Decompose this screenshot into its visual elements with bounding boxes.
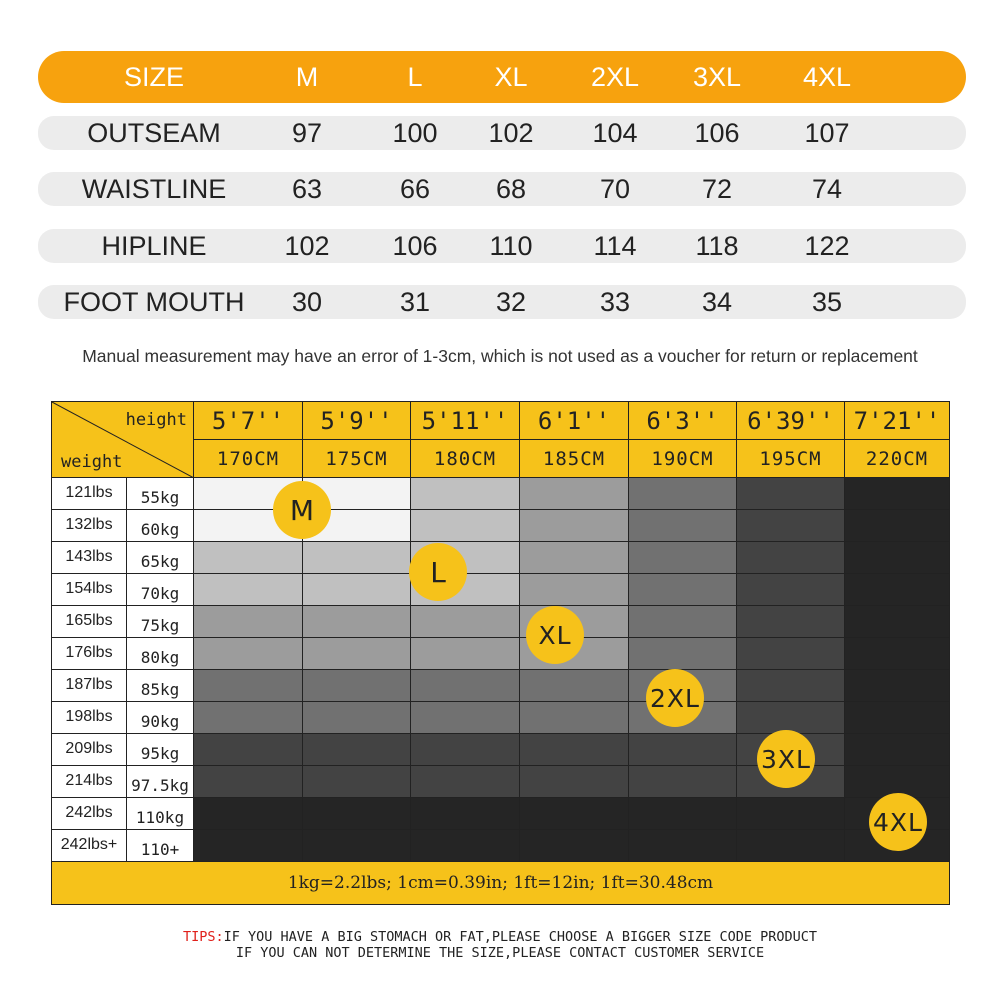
size-band-cell [845,542,949,574]
row-value: 97 [291,117,323,148]
row-value: 118 [695,230,739,261]
size-band-cell [737,606,845,638]
row-value: 63 [291,173,323,204]
size-band-cell [520,478,629,510]
weight-lbs-label: 198lbs [52,702,127,734]
weight-lbs-label: 176lbs [52,638,127,670]
row-value: 32 [495,286,527,317]
height-ft-label: 5'7'' [194,402,302,440]
size-header-xl: XL [494,61,528,92]
size-band-cell [845,510,949,542]
weight-kg-label: 110kg [127,798,194,830]
size-band-cell [629,606,737,638]
size-band-cell [520,702,629,734]
size-header-m: M [295,61,319,92]
size-band-cell [194,574,303,606]
height-column-header [845,402,949,478]
size-badge-l: L [409,543,467,601]
row-value: 70 [599,173,631,204]
size-band-cell [520,798,629,830]
height-cm-label: 185CM [542,448,606,470]
height-cm-label: 175CM [325,448,388,470]
row-label: WAISTLINE [81,173,227,204]
size-band-cell [629,574,737,606]
size-badge-2xl: 2XL [646,669,704,727]
size-band-cell [194,638,303,670]
size-band-cell [845,638,949,670]
weight-lbs-label: 209lbs [52,734,127,766]
weight-kg-label: 75kg [127,606,194,638]
size-row-hipline [38,229,966,263]
row-value: 100 [392,117,438,148]
weight-lbs-label: 242lbs [52,798,127,830]
size-band-cell [520,670,629,702]
size-band-cell [303,734,411,766]
weight-lbs-label: 165lbs [52,606,127,638]
size-band-cell [411,798,520,830]
size-band-cell [520,574,629,606]
size-badge-4xl: 4XL [869,793,927,851]
row-value: 34 [701,286,733,317]
size-band-cell [737,638,845,670]
height-cm-label: 190CM [651,448,714,470]
height-ft-label: 7'21'' [845,402,949,440]
tips-line-1 [0,929,1000,945]
size-band-cell [845,606,949,638]
height-cm-label: 170CM [216,448,280,470]
size-band-cell [629,542,737,574]
row-value: 114 [593,230,637,261]
height-column-header [194,402,303,478]
height-column-header [303,402,411,478]
row-value: 104 [592,117,638,148]
row-label: OUTSEAM [87,117,221,148]
size-band-cell [303,606,411,638]
size-band-cell [737,702,845,734]
row-value: 106 [694,117,740,148]
weight-kg-label: 80kg [127,638,194,670]
size-band-cell [194,798,303,830]
size-band-cell [629,478,737,510]
tips-text-1: IF YOU HAVE A BIG STOMACH OR FAT,PLEASE CHOOSE A BIGGER SIZE CODE PRODUCT [223,929,817,945]
row-value: 110 [489,230,533,261]
size-band-cell [411,510,520,542]
size-header-l: L [407,61,423,92]
size-badge-xl: XL [526,606,584,664]
size-band-cell [737,574,845,606]
weight-kg-label: 60kg [127,510,194,542]
height-axis-label: height [125,410,187,430]
size-band-cell [303,542,411,574]
size-band-cell [737,670,845,702]
weight-lbs-label: 187lbs [52,670,127,702]
size-row-foot-mouth [38,285,966,319]
size-header-2xl: 2XL [590,61,640,92]
weight-kg-label: 95kg [127,734,194,766]
weight-kg-label: 110+ [127,830,194,862]
size-band-cell [520,510,629,542]
row-value: 31 [399,286,431,317]
size-band-cell [194,702,303,734]
row-value: 35 [811,286,843,317]
height-ft-label: 5'9'' [303,402,410,440]
row-value: 66 [399,173,431,204]
height-column-header [629,402,737,478]
size-band-cell [303,830,411,862]
size-band-cell [845,478,949,510]
size-band-cell [411,670,520,702]
size-band-cell [520,734,629,766]
size-badge-3xl: 3XL [757,730,815,788]
size-band-cell [629,830,737,862]
height-cm-label: 180CM [433,448,497,470]
size-band-cell [411,766,520,798]
size-band-cell [303,638,411,670]
size-band-cell [629,798,737,830]
size-band-cell [303,702,411,734]
row-value: 106 [392,230,438,261]
size-band-cell [737,830,845,862]
height-column-header [411,402,520,478]
size-band-cell [520,766,629,798]
row-value: 68 [495,173,527,204]
chart-corner-header [52,402,194,478]
size-band-cell [737,478,845,510]
weight-kg-label: 85kg [127,670,194,702]
size-band-cell [845,574,949,606]
size-band-cell [845,670,949,702]
size-band-cell [411,478,520,510]
size-band-cell [629,766,737,798]
size-band-cell [737,510,845,542]
weight-lbs-label: 132lbs [52,510,127,542]
size-band-cell [411,830,520,862]
weight-lbs-label: 214lbs [52,766,127,798]
height-ft-label: 6'1'' [520,402,628,440]
height-cm-label: 195CM [759,448,822,470]
height-column-header [520,402,629,478]
height-ft-label: 5'11'' [411,402,519,440]
size-row-outseam [38,116,966,150]
row-label: HIPLINE [101,230,207,261]
size-band-cell [629,638,737,670]
height-ft-label: 6'39'' [737,402,844,440]
size-band-cell [411,702,520,734]
size-band-cell [520,542,629,574]
weight-kg-label: 90kg [127,702,194,734]
size-band-cell [629,734,737,766]
size-band-cell [520,830,629,862]
weight-axis-label: weight [61,452,123,472]
size-band-cell [737,542,845,574]
size-band-cell [303,574,411,606]
size-band-cell [194,542,303,574]
row-label: FOOT MOUTH [63,286,245,317]
weight-lbs-label: 143lbs [52,542,127,574]
size-band-cell [411,606,520,638]
row-value: 30 [291,286,323,317]
tips-prefix: TIPS: [183,929,224,945]
size-header-4xl: 4XL [802,61,852,92]
size-chart-grid [51,401,950,905]
size-band-cell [194,606,303,638]
size-band-cell [194,830,303,862]
size-band-cell [411,734,520,766]
measurement-note: Manual measurement may have an error of 1-3cm, which is not used as a voucher for return or replacement [82,346,918,366]
size-band-cell [845,702,949,734]
weight-kg-label: 55kg [127,478,194,510]
size-band-cell [194,670,303,702]
weight-lbs-label: 154lbs [52,574,127,606]
size-band-cell [629,510,737,542]
height-column-header [737,402,845,478]
size-band-cell [194,734,303,766]
size-band-cell [737,798,845,830]
size-header-label: SIZE [123,61,184,92]
row-value: 33 [599,286,631,317]
row-value: 122 [804,230,850,261]
weight-lbs-label: 121lbs [52,478,127,510]
size-band-cell [303,670,411,702]
size-band-cell [194,766,303,798]
weight-kg-label: 65kg [127,542,194,574]
conversion-bar: 1kg=2.2lbs; 1cm=0.39in; 1ft=12in; 1ft=30.48cm [52,862,949,904]
size-table-header [38,51,966,103]
row-value: 102 [284,230,330,261]
size-band-cell [845,734,949,766]
row-value: 107 [804,117,850,148]
size-row-waistline [38,172,966,206]
weight-lbs-label: 242lbs+ [52,830,127,862]
weight-kg-label: 70kg [127,574,194,606]
row-value: 102 [488,117,534,148]
weight-kg-label: 97.5kg [127,766,194,798]
height-cm-label: 220CM [865,448,929,470]
size-band-cell [303,798,411,830]
row-value: 74 [811,173,843,204]
tips-line-2: IF YOU CAN NOT DETERMINE THE SIZE,PLEASE CONTACT CUSTOMER SERVICE [235,945,765,961]
size-header-3xl: 3XL [692,61,742,92]
row-value: 72 [701,173,733,204]
height-ft-label: 6'3'' [629,402,736,440]
size-band-cell [411,638,520,670]
size-band-cell [303,766,411,798]
size-badge-m: M [273,481,331,539]
